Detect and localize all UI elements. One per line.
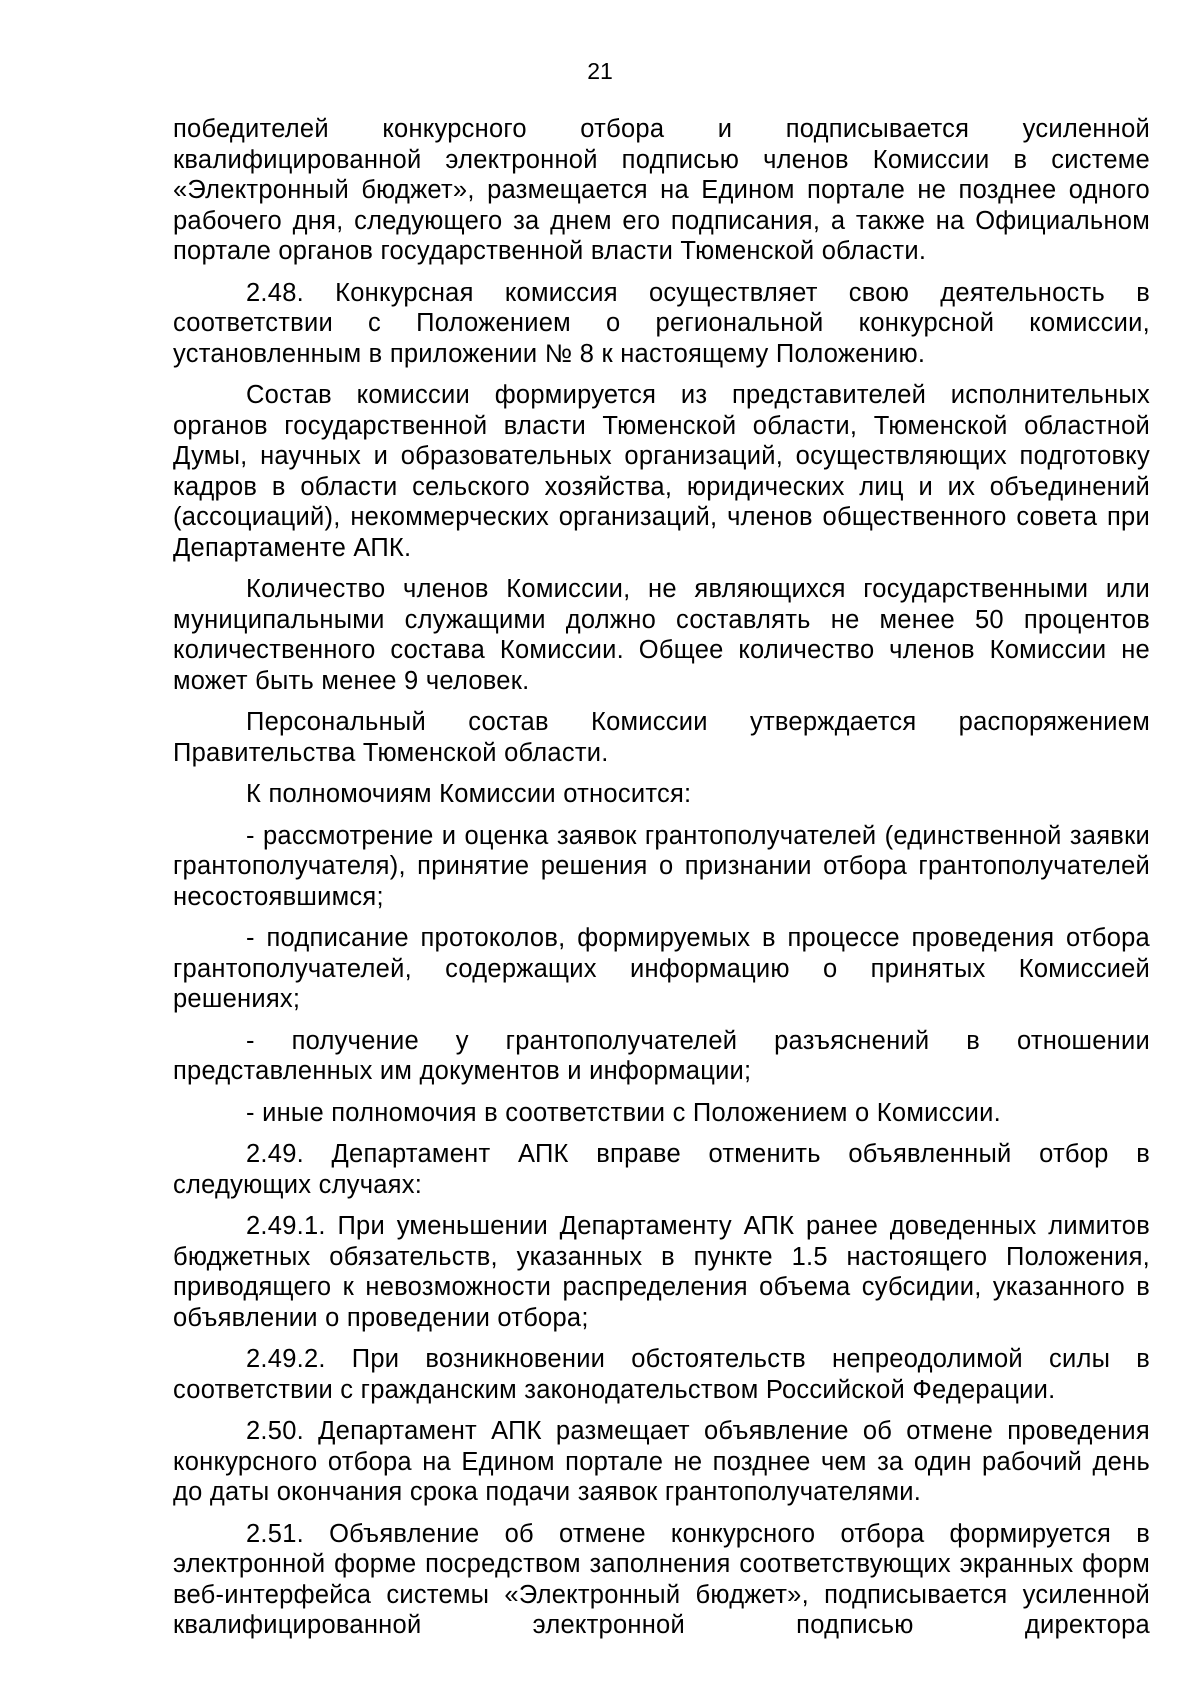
- paragraph-personal-composition: Персональный состав Комиссии утверждается распоряжением Правительства Тюменской области.: [173, 708, 1150, 767]
- list-item-signing: - подписание протоколов, формируемых в процессе проведения отбора грантополучателей, содержащих информацию о принятых Комиссией решениях;: [173, 924, 1150, 1013]
- paragraph-powers-intro: К полномочиям Комиссии относится:: [246, 780, 692, 808]
- list-item-review: - рассмотрение и оценка заявок грантополучателей (единственной заявки грантополучателя), принятие решения о признании отбора грантополучателей несостоявшимся;: [173, 821, 1150, 911]
- list-item-clarifications: - получение у грантополучателей разъяснений в отношении представленных им документов и информации;: [173, 1026, 1150, 1085]
- list-item-other-powers: - иные полномочия в соответствии с Положением о Комиссии.: [246, 1098, 1001, 1127]
- page-number: 21: [587, 58, 613, 84]
- document-body: [173, 114, 1150, 1652]
- paragraph-2-49-2: 2.49.2. При возникновении обстоятельств непреодолимой силы в соответствии с гражданским законодательством Российской Федерации.: [173, 1345, 1150, 1404]
- paragraph-2-49: 2.49. Департамент АПК вправе отменить объявленный отбор в следующих случаях:: [173, 1140, 1150, 1199]
- paragraph-2-48: 2.48. Конкурсная комиссия осуществляет свою деятельность в соответствии с Положением о региональной конкурсной комиссии, установленным в приложении № 8 к настоящему Положению.: [173, 278, 1150, 368]
- paragraph-commission-members-count: Количество членов Комиссии, не являющихся государственными или муниципальными служащими должно составлять не менее 50 процентов количественного состава Комиссии. Общее количество членов Комиссии не может быть менее 9 человек.: [173, 575, 1150, 695]
- paragraph-commission-composition: Состав комиссии формируется из представителей исполнительных органов государственной власти Тюменской области, Тюменской областной Думы, научных и образовательных организаций, осуществляющих подготовку кадров в области сельского хозяйства, юридических лиц и их объединений (ассоциаций), некоммерческих организаций, членов общественного совета при Департаменте АПК.: [173, 381, 1150, 562]
- paragraph-continuation: победителей конкурсного отбора и подписывается усиленной квалифицированной электронной подписью членов Комиссии в системе «Электронный бюджет», размещается на Едином портале не позднее одного рабочего дня, следующего за днем его подписания, а также на Официальном портале органов государственной власти Тюменской области.: [173, 115, 1150, 265]
- paragraph-2-49-1: 2.49.1. При уменьшении Департаменту АПК ранее доведенных лимитов бюджетных обязательств, указанных в пункте 1.5 настоящего Положения, приводящего к невозможности распределения объема субсидии, указанного в объявлении о проведении отбора;: [173, 1212, 1150, 1332]
- paragraph-2-50: 2.50. Департамент АПК размещает объявление об отмене проведения конкурсного отбора на Едином портале не позднее чем за один рабочий день до даты окончания срока подачи заявок грантополучателями.: [173, 1417, 1150, 1506]
- paragraph-2-51: 2.51. Объявление об отмене конкурсного отбора формируется в электронной форме посредством заполнения соответствующих экранных форм веб-интерфейса системы «Электронный бюджет», подписывается усиленной квалифицированной электронной подписью директора: [173, 1519, 1150, 1639]
